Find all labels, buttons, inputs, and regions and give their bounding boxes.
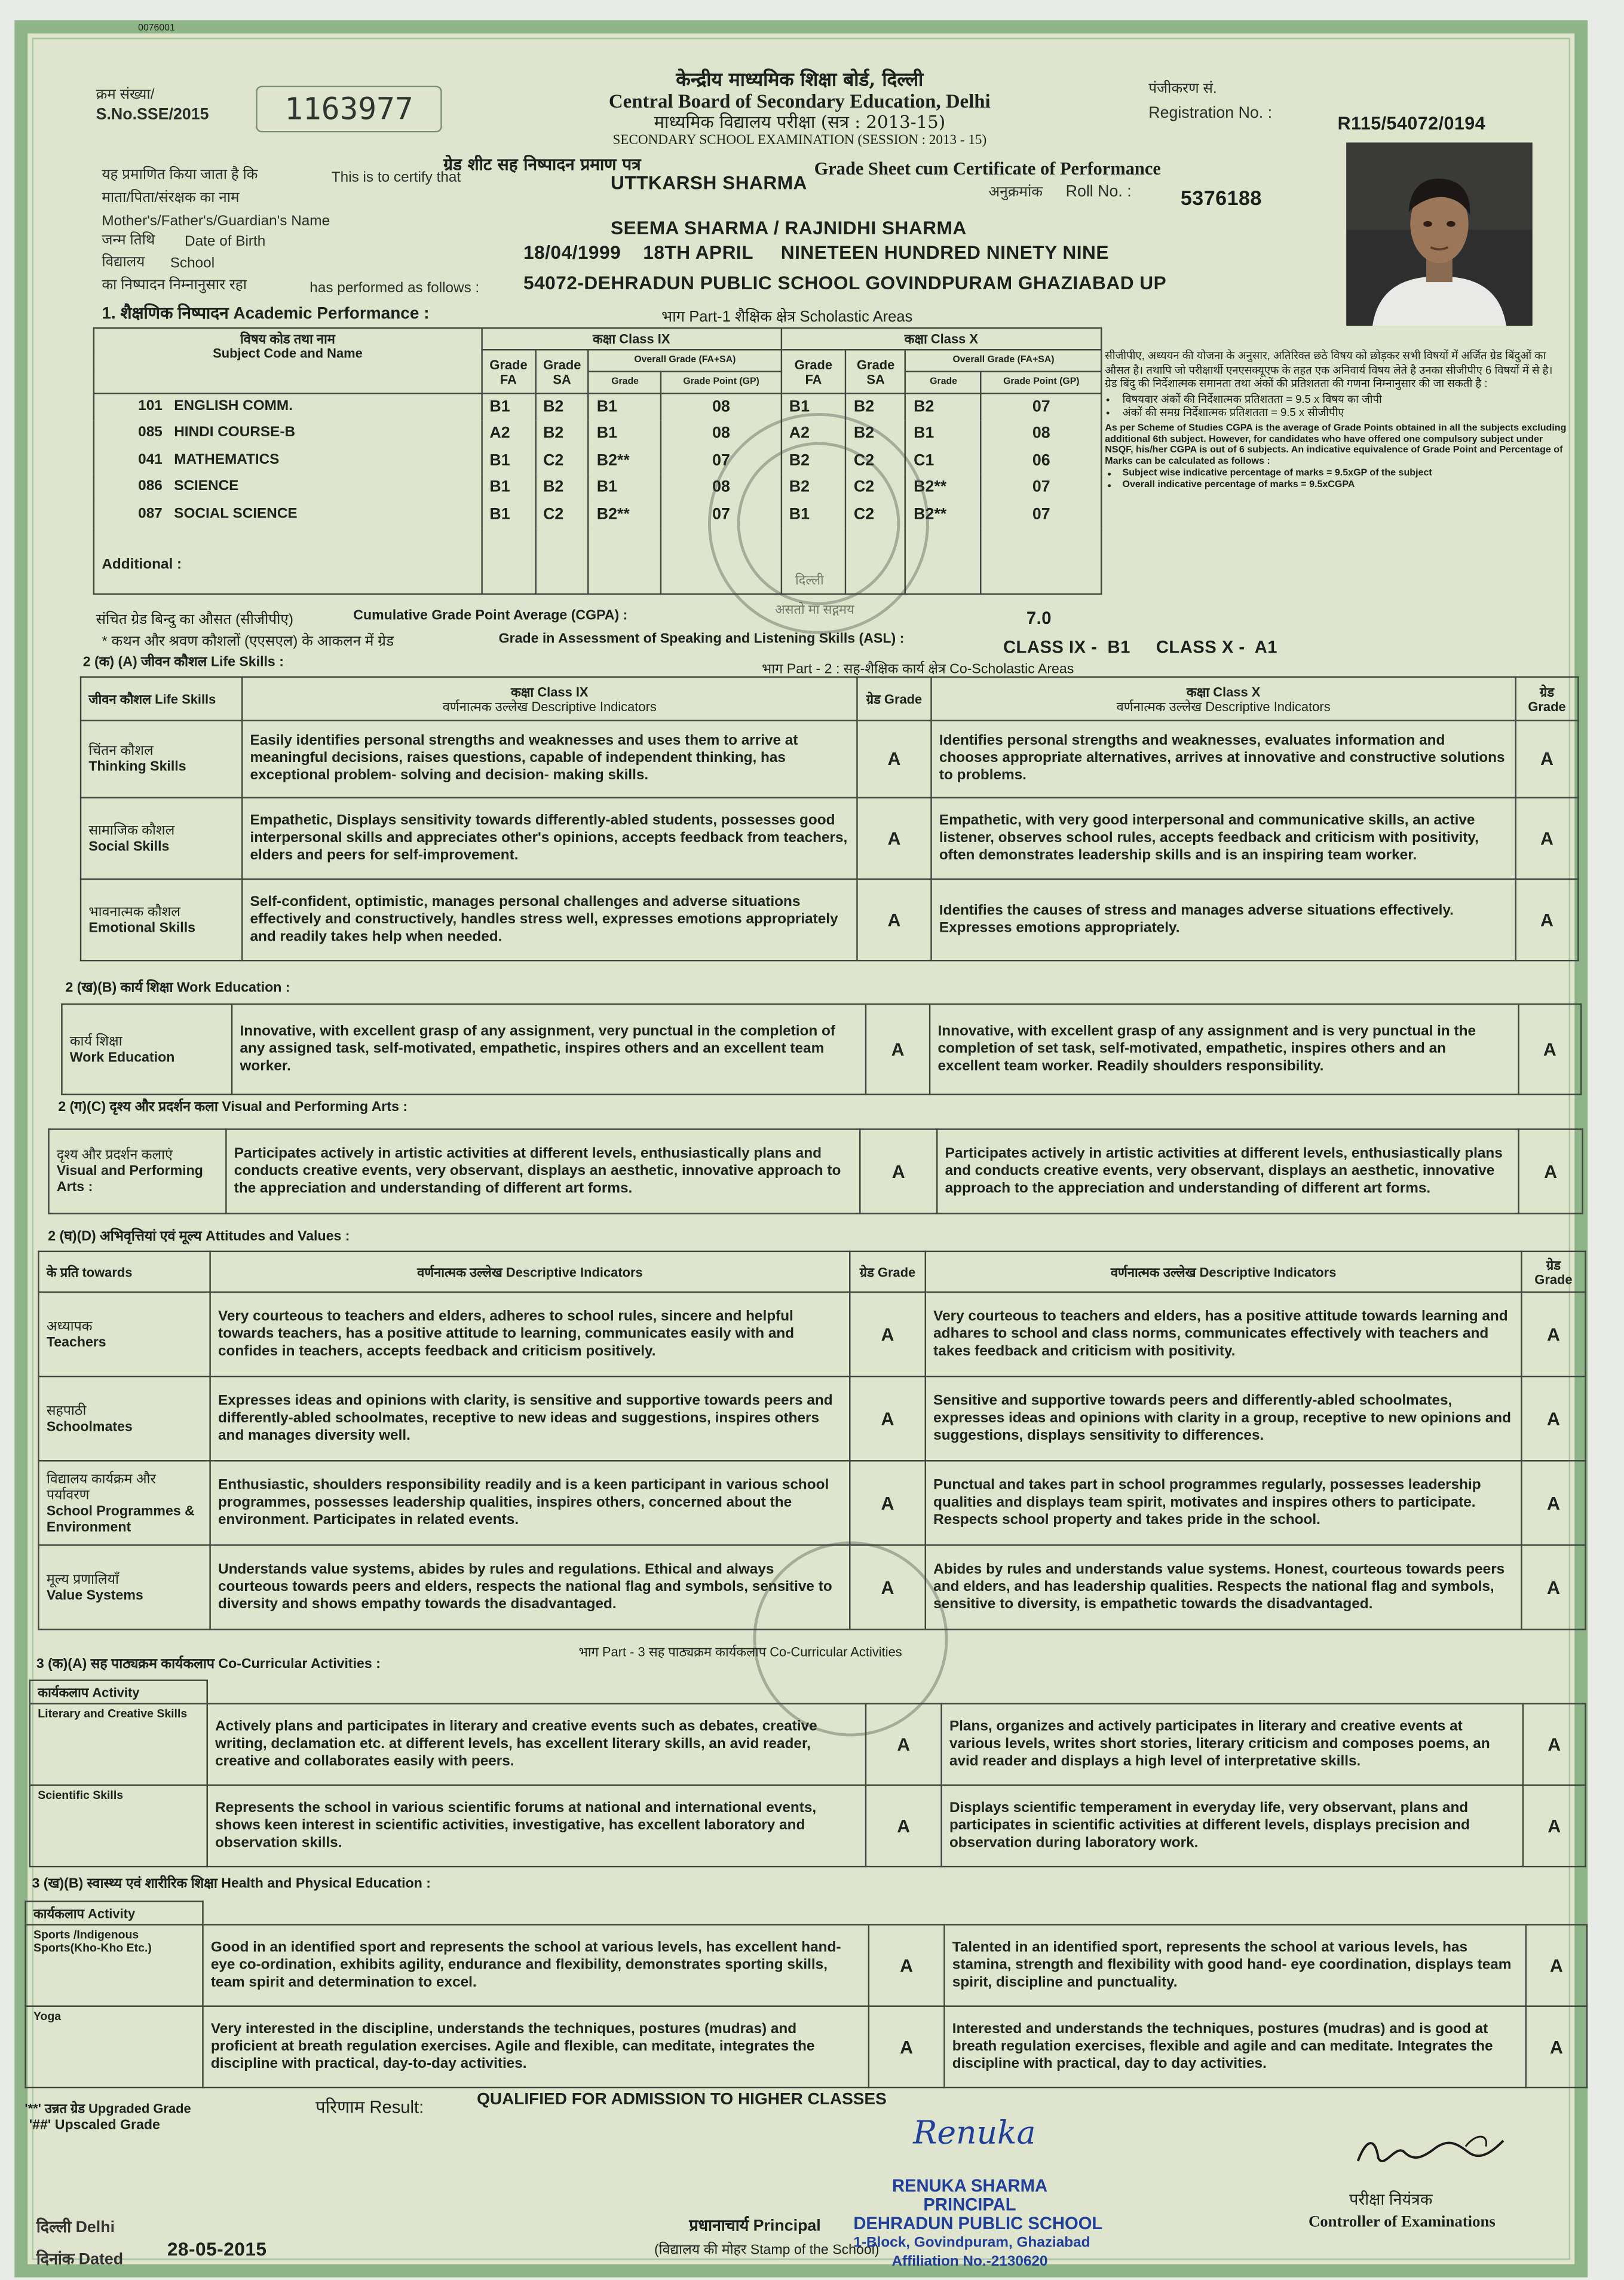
- asl-label: Grade in Assessment of Speaking and Listening Skills (ASL) :: [498, 631, 905, 647]
- subject-row: [94, 501, 1101, 528]
- sa-grade-10: C2: [846, 474, 906, 501]
- overall-grade-9: B1: [589, 474, 661, 501]
- sheet-title: Grade Sheet cum Certificate of Performance: [814, 158, 1161, 179]
- grade-point-10: 07: [981, 474, 1101, 501]
- descriptor-class9: Represents the school in various scientific forums at national and international events, shows keen interest in scientific activities, investigative, has excellent laboratory and observation skills.: [207, 1785, 866, 1866]
- skill-name: Thinking Skills: [88, 759, 186, 775]
- overall-grade-9: B2**: [589, 501, 661, 528]
- principal-label: प्रधानाचार्य Principal: [689, 2217, 821, 2235]
- descriptor-class10: Identifies the causes of stress and manages adverse situations effectively. Expresses emotions appropriately.: [931, 879, 1516, 960]
- empty-cell: [535, 528, 589, 594]
- result-label: परिणाम Result:: [315, 2097, 424, 2117]
- visual-arts-table: [48, 1128, 1583, 1214]
- descriptor-class9: Self-confident, optimistic, manages personal challenges and adverse situations effectively and constructively, handles stress well, expresses emotions appropriately and readily takes help when needed.: [242, 879, 857, 960]
- work-education-row: [62, 1004, 1581, 1094]
- subject-code: 086: [138, 478, 163, 495]
- grade-col-10: ग्रेड Grade: [1521, 1251, 1585, 1292]
- sa-header-10: Grade SA: [846, 350, 906, 393]
- overall-grade-10: B1: [906, 420, 982, 447]
- subject-name: ENGLISH COMM.: [174, 398, 293, 415]
- fa-grade-9: B1: [482, 447, 535, 474]
- coscholastic-part-title: भाग Part - 2 : सह-शैक्षिक कार्य क्षेत्र Co-Scholastic Areas: [762, 662, 1074, 678]
- sa-grade-10: B2: [846, 393, 906, 420]
- descriptor-class9: Very interested in the discipline, understands the techniques, postures (mudras) and proficient at breath regulation exercises. Agile and flexible, can meditate, integrates the discipline with practical, day-to-day activities.: [203, 2006, 868, 2088]
- health-table: [24, 1900, 1588, 2088]
- class10-header: कक्षा Class X: [781, 328, 1101, 350]
- student-photo-image: [1346, 142, 1532, 326]
- certify-label: This is to certify that: [331, 170, 461, 186]
- grade-class9: A: [857, 798, 931, 879]
- grade-class9: A: [866, 1785, 942, 1866]
- skill-name: School Programmes & Environment: [46, 1502, 195, 1535]
- overall-grade-9: B1: [589, 393, 661, 420]
- subject-code: 041: [138, 451, 163, 468]
- subject-row: [94, 474, 1101, 501]
- grade-class9: A: [860, 1129, 937, 1213]
- sa-grade-10: C2: [846, 447, 906, 474]
- fa-grade-10: B1: [781, 393, 845, 420]
- empty-cell: [981, 528, 1101, 594]
- attitude-row: [38, 1461, 1585, 1545]
- subject-row: [94, 393, 1101, 420]
- activity-label: [30, 1785, 207, 1866]
- class9-col: [242, 677, 857, 721]
- gp-header-9: Grade Point (GP): [661, 372, 782, 393]
- grade-class9: A: [850, 1376, 926, 1461]
- descriptor-class9: Good in an identified sport and represents the school at various levels, has excellent hand-eye co-ordination, exhibits agility, endurance and flexibility, demonstrates sporting skills, team spirit and determination to excel.: [203, 1924, 868, 2006]
- descriptor-class9: Empathetic, Displays sensitivity towards differently-abled students, possesses good interpersonal skills and appreciates other's opinions, accepts feedback from teachers, elders and peers for self-improvement.: [242, 798, 857, 879]
- attitude-row: [38, 1376, 1585, 1461]
- roll-number: 5376188: [1180, 186, 1262, 210]
- controller-label-hindi: परीक्षा नियंत्रक: [1349, 2191, 1433, 2209]
- skill-name: Schoolmates: [46, 1418, 133, 1435]
- principal-title: PRINCIPAL: [923, 2194, 1016, 2215]
- fa-grade-10: B2: [781, 447, 845, 474]
- note-hindi-item: • विषयवार अंकों की निर्देशात्मक प्रतिशतता = 9.5 x विषय का जीपी: [1123, 392, 1568, 406]
- overall-grade-10: B2**: [906, 474, 982, 501]
- principal-signature: Renuka: [913, 2116, 1036, 2153]
- fa-grade-9: B1: [482, 474, 535, 501]
- grade-point-9: 08: [661, 420, 782, 447]
- cgpa-note-hindi-list: [1123, 392, 1568, 420]
- grade-class10: A: [1521, 1545, 1585, 1629]
- subject-header: Subject Code and Name: [213, 346, 363, 361]
- desc-col-label: वर्णनात्मक उल्लेख Descriptive Indicators: [1116, 699, 1331, 714]
- cgpa-label: Cumulative Grade Point Average (CGPA) :: [353, 608, 628, 624]
- descriptor-class9: Easily identifies personal strengths and weaknesses and uses them to arrive at meaningful decisions, raises questions, capable of independent thinking, has exceptional problem- solving and decision- making skills.: [242, 721, 857, 798]
- descriptor-class10: Plans, organizes and actively participates in literary and creative events at various levels, writes short stories, literary criticism and composes poems, an avid reader and displays a high level of interpretative skills.: [942, 1704, 1523, 1785]
- serial-number: 1163977: [256, 86, 442, 133]
- grade-class10: A: [1523, 1704, 1586, 1785]
- descriptor-class10: Talented in an identified sport, represents the school at various levels, has stamina, strength and flexibility with good hand- eye coordination, displays team spirit, discipline and punctuality.: [944, 1924, 1525, 2006]
- class10-col: [931, 677, 1516, 721]
- skill-name-hindi: सामाजिक कौशल: [88, 822, 175, 838]
- visual-arts-label: [49, 1129, 226, 1213]
- upgraded-note: '**' उन्नत ग्रेड Upgraded Grade: [24, 2101, 191, 2116]
- serial-label: S.No.SSE/2015: [96, 106, 209, 124]
- overall-grade-9: B2**: [589, 447, 661, 474]
- descriptor-class9: Participates actively in artistic activities at different levels, enthusiastically plans and conducts creative events, very observant, displays an aesthetic, innovative approach to the appreciation and understanding of different art forms.: [226, 1129, 860, 1213]
- descriptor-class9: Very courteous to teachers and elders, adheres to school rules, sincere and helpful towards teachers, has a positive attitude to learning, communicates easily with and confides in teachers, accepts feedback and criticism positively.: [210, 1292, 850, 1376]
- fa-grade-9: B1: [482, 393, 535, 420]
- fa-header-10: Grade FA: [781, 350, 845, 393]
- registration-label-hindi: पंजीकरण सं.: [1148, 81, 1217, 98]
- certify-label-hindi: यह प्रमाणित किया जाता है कि: [102, 167, 258, 183]
- grade-class10: A: [1521, 1376, 1585, 1461]
- seal-city: दिल्ली: [795, 573, 824, 588]
- subject-cell: [94, 474, 482, 501]
- student-photo: [1346, 142, 1532, 326]
- grade-class10: A: [1521, 1292, 1585, 1376]
- result-value: QUALIFIED FOR ADMISSION TO HIGHER CLASSES: [477, 2091, 887, 2109]
- dob-label-hindi: जन्म तिथि: [102, 232, 155, 249]
- skill-name-hindi: चिंतन कौशल: [88, 743, 154, 760]
- empty-cell: [589, 528, 661, 594]
- school-stamp: [853, 2175, 1103, 2272]
- activity-row: [26, 2006, 1587, 2088]
- grade-class10: A: [1516, 721, 1579, 798]
- subject-cell: [94, 393, 482, 420]
- cgpa-note: As per Scheme of Studies CGPA is the average of Grade Points obtained in all the subjects excluding additional 6th subject. However, for candidates who have offered one compulsory subject under NSQF, his/her CGPA is out of 6 subjects. An indicative equivalence of Grade Point and Percentage of Marks can be calculated as follows :: [1105, 423, 1567, 467]
- skill-name: Value Systems: [46, 1587, 143, 1603]
- grade-point-9: 07: [661, 501, 782, 528]
- life-skills-table: [80, 676, 1579, 961]
- sa-grade-10: B2: [846, 420, 906, 447]
- cocurricular-part-title: भाग Part - 3 सह पाठ्यक्रम कार्यकलाप Co-Curricular Activities: [578, 1645, 902, 1660]
- asl-value: CLASS IX - B1 CLASS X - A1: [1003, 636, 1278, 657]
- skill-name-hindi: सहपाठी: [46, 1402, 87, 1419]
- grade-point-9: 08: [661, 474, 782, 501]
- sa-grade-9: B2: [535, 420, 589, 447]
- subject-header-hindi: विषय कोड तथा नाम: [240, 331, 335, 347]
- scholastic-part-title: भाग Part-1 शैक्षिक क्षेत्र Scholastic Areas: [661, 308, 913, 326]
- activity-label: [30, 1704, 207, 1785]
- parent-label-hindi: माता/पिता/संरक्षक का नाम: [102, 190, 240, 207]
- descriptor-class10: Participates actively in artistic activities at different levels, enthusiastically plans and conducts creative events, very observant, displays an aesthetic, innovative approach to the appreciation and understanding of different art forms.: [937, 1129, 1518, 1213]
- board-name-hindi: केन्द्रीय माध्यमिक शिक्षा बोर्ड, दिल्ली: [676, 69, 924, 92]
- subject-code: 087: [138, 505, 163, 522]
- additional-label: Additional :: [94, 528, 482, 594]
- cgpa-notes: [1105, 349, 1567, 491]
- sa-grade-9: C2: [535, 501, 589, 528]
- life-skill-row: [81, 879, 1578, 960]
- grade-point-10: 06: [981, 447, 1101, 474]
- note-item: • Subject wise indicative percentage of marks = 9.5xGP of the subject: [1123, 469, 1568, 479]
- work-education-title: 2 (ख)(B) कार्य शिक्षा Work Education :: [65, 980, 290, 996]
- grade-col-9: ग्रेड Grade: [857, 677, 931, 721]
- grade-class9: A: [850, 1461, 926, 1545]
- asl-label-hindi: * कथन और श्रवण कौशलों (एएसएल) के आकलन में ग्रेड: [102, 633, 394, 650]
- exam-name-hindi: माध्यमिक विद्यालय परीक्षा (सत्र : 2013-15): [654, 112, 946, 133]
- controller-label: Controller of Examinations: [1308, 2213, 1496, 2231]
- activity-row: [26, 1924, 1587, 2006]
- skill-name-hindi: दृश्य और प्रदर्शन कलाएं: [56, 1147, 173, 1164]
- skill-name: Social Skills: [88, 838, 170, 855]
- skill-name-hindi: कार्य शिक्षा: [69, 1033, 122, 1049]
- descriptor-class9: Enthusiastic, shoulders responsibility readily and is a keen participant in various school programmes, possesses leadership qualities, inspires others, concerned about the environment. Participates in related events.: [210, 1461, 850, 1545]
- activity-label: [26, 1924, 203, 2006]
- descriptor-class10: Interested and understands the techniques, postures (mudras) and is good at breath regulation exercises, flexible and agile and can meditate. Integrates the discipline with practical, day to day activities.: [944, 2006, 1525, 2088]
- grade-class10: A: [1521, 1461, 1585, 1545]
- health-title: 3 (ख)(B) स्वास्थ्य एवं शारीरिक शिक्षा Health and Physical Education :: [32, 1875, 431, 1892]
- fa-grade-10: B2: [781, 474, 845, 501]
- grade-header-10: Grade: [906, 372, 982, 393]
- descriptor-class10: Displays scientific temperament in everyday life, very observant, plans and participates in scientific activities at different levels, displays precision and observation during laboratory work.: [942, 1785, 1523, 1866]
- registration-number: R115/54072/0194: [1337, 113, 1486, 134]
- stamp-school-name: DEHRADUN PUBLIC SCHOOL: [853, 2213, 1103, 2234]
- sa-grade-10: C2: [846, 501, 906, 528]
- life-skill-row: [81, 798, 1578, 879]
- subject-name: MATHEMATICS: [174, 451, 280, 468]
- roll-label: Roll No. :: [1065, 183, 1132, 201]
- grade-class10: A: [1519, 1004, 1582, 1094]
- skill-name-hindi: भावनात्मक कौशल: [88, 904, 180, 920]
- grade-col-10: ग्रेड Grade: [1516, 677, 1579, 721]
- visual-arts-row: [49, 1129, 1583, 1213]
- life-skill-label: [81, 879, 242, 960]
- fa-header-9: Grade FA: [482, 350, 535, 393]
- descriptor-class10: Innovative, with excellent grasp of any assignment and is very punctual in the completion of set task, self-motivated, empathetic, inspires others and an excellent team worker. Readily shoulders responsibility.: [930, 1004, 1518, 1094]
- cgpa-value: 7.0: [1026, 608, 1052, 629]
- grade-col-9: ग्रेड Grade: [850, 1251, 926, 1292]
- exam-name: SECONDARY SCHOOL EXAMINATION (SESSION : 2013 - 15): [612, 133, 987, 149]
- grade-point-9: 07: [661, 447, 782, 474]
- attitude-label: [38, 1292, 210, 1376]
- school-label: School: [170, 256, 215, 273]
- cocurricular-table: [29, 1679, 1586, 1867]
- fa-grade-10: B1: [781, 501, 845, 528]
- fa-grade-9: B1: [482, 501, 535, 528]
- skill-name: Emotional Skills: [88, 920, 196, 936]
- grade-point-9: 08: [661, 393, 782, 420]
- empty-cell: [482, 528, 535, 594]
- cgpa-label-hindi: संचित ग्रेड बिन्दु का औसत (सीजीपीए): [96, 612, 293, 629]
- grade-point-10: 07: [981, 501, 1101, 528]
- note-hindi-item: • अंकों की समग्र निर्देशात्मक प्रतिशतता = 9.5 x सीजीपीए: [1123, 406, 1568, 420]
- date-of-birth: 18/04/1999 18TH APRIL NINETEEN HUNDRED NINETY NINE: [523, 241, 1109, 264]
- blank-header: [207, 1681, 1586, 1704]
- board-seal: [708, 413, 929, 634]
- class10-col-label: कक्षा Class X: [1186, 684, 1261, 699]
- academic-section-title: 1. शैक्षणिक निष्पादन Academic Performance :: [102, 305, 430, 323]
- dob-label: Date of Birth: [185, 234, 266, 250]
- descriptor-class9: Expresses ideas and opinions with clarity, is sensitive and supportive towards peers and differently-abled schoolmates, receptive to new ideas and suggestions, inspires others and manages diversity well.: [210, 1376, 850, 1461]
- subject-cell: [94, 501, 482, 528]
- desc-col-label: वर्णनात्मक उल्लेख Descriptive Indicators: [442, 699, 657, 714]
- life-skill-label: [81, 721, 242, 798]
- note-item: • Overall indicative percentage of marks = 9.5xCGPA: [1123, 480, 1568, 491]
- student-name: UTTKARSH SHARMA: [610, 172, 807, 194]
- attitude-row: [38, 1292, 1585, 1376]
- activity-label: [26, 2006, 203, 2088]
- descriptor-class9: Understands value systems, abides by rules and regulations. Ethical and always courteous towards peers and elders, respects the national flag and symbols, sensitive to diversity and shows empathy towards the disadvantaged.: [210, 1545, 850, 1629]
- overall-header-10: Overall Grade (FA+SA): [906, 350, 1101, 371]
- subject-name: SCIENCE: [174, 478, 239, 495]
- additional-row: [94, 528, 1101, 594]
- overall-grade-9: B1: [589, 420, 661, 447]
- skill-name-hindi: मूल्य प्रणालियाँ: [46, 1571, 119, 1587]
- desc-col-10: वर्णनात्मक उल्लेख Descriptive Indicators: [926, 1251, 1522, 1292]
- work-education-label: [62, 1004, 232, 1094]
- fa-grade-10: A2: [781, 420, 845, 447]
- stamp-affiliation: Affiliation No.-2130620: [891, 2254, 1048, 2270]
- grade-class9: A: [866, 1704, 942, 1785]
- place-label: दिल्ली Delhi: [36, 2219, 115, 2237]
- school-label-hindi: विद्यालय: [102, 254, 145, 271]
- descriptor-class10: Empathetic, with very good interpersonal and communicative skills, an active listener, observes school rules, accepts feedback and criticism with positivity, often demonstrates leadership skills and is an inspiring team worker.: [931, 798, 1516, 879]
- stamp-address: 1-Block, Govindpuram, Ghaziabad: [853, 2235, 1090, 2251]
- serial-label-hindi: क्रम संख्या/: [96, 87, 155, 103]
- grade-class9: A: [857, 721, 931, 798]
- overall-grade-10: C1: [906, 447, 982, 474]
- activity-name: Sports /Indigenous Sports(Kho-Kho Etc.): [33, 1928, 152, 1955]
- activity-name: Yoga: [33, 2009, 62, 2023]
- controller-signature-icon: [1352, 2126, 1512, 2175]
- life-skills-col: जीवन कौशल Life Skills: [81, 677, 242, 721]
- gp-header-10: Grade Point (GP): [981, 372, 1101, 393]
- activity-col: कार्यकलाप Activity: [30, 1681, 207, 1704]
- grade-class10: A: [1526, 1924, 1587, 2006]
- performed-label-hindi: का निष्पादन निम्नानुसार रहा: [102, 277, 247, 294]
- descriptor-class10: Punctual and takes part in school programmes regularly, possesses leadership qualities and displays team spirit, motivates and inspires others to participate. Respects school property and takes pride in the school.: [926, 1461, 1522, 1545]
- activity-row: [30, 1785, 1586, 1866]
- sa-grade-9: C2: [535, 447, 589, 474]
- attitudes-title: 2 (घ)(D) अभिवृत्तियां एवं मूल्य Attitudes and Values :: [48, 1229, 350, 1245]
- school-name: 54072-DEHRADUN PUBLIC SCHOOL GOVINDPURAM GHAZIABAD UP: [523, 272, 1167, 294]
- grade-class10: A: [1516, 798, 1579, 879]
- descriptor-class10: Identifies personal strengths and weaknesses, evaluates information and chooses appropriate alternatives, arrives at innovative and constructive solutions to problems.: [931, 721, 1516, 798]
- skill-name: Visual and Performing Arts :: [56, 1163, 203, 1196]
- subject-row: [94, 447, 1101, 474]
- sheet-title-hindi: ग्रेड शीट सह निष्पादन प्रमाण पत्र: [443, 154, 641, 175]
- grade-header-9: Grade: [589, 372, 661, 393]
- towards-col: के प्रति towards: [38, 1251, 210, 1292]
- skill-name-hindi: विद्यालय कार्यक्रम और पर्यावरण: [46, 1471, 157, 1503]
- grade-class10: A: [1523, 1785, 1586, 1866]
- scholastic-table: [93, 327, 1102, 595]
- class9-col-label: कक्षा Class IX: [511, 684, 589, 699]
- overall-header-9: Overall Grade (FA+SA): [589, 350, 781, 371]
- principal-name: RENUKA SHARMA: [891, 2175, 1048, 2196]
- subject-name: SOCIAL SCIENCE: [174, 505, 298, 522]
- descriptor-class10: Sensitive and supportive towards peers and differently-abled schoolmates, expresses ideas and opinions with clarity in a group, receptive to new opinions and suggestions, displays sensitivity to differences.: [926, 1376, 1522, 1461]
- subject-column-header: [94, 328, 482, 393]
- performed-label: has performed as follows :: [310, 280, 480, 297]
- roll-label-hindi: अनुक्रमांक: [988, 185, 1043, 201]
- grade-class10: A: [1516, 879, 1579, 960]
- subject-cell: [94, 447, 482, 474]
- descriptor-class9: Actively plans and participates in literary and creative events such as debates, creative writing, declamation etc. at different levels, has excellent literary skills, an avid reader, creative and collaborates easily with peers.: [207, 1704, 866, 1785]
- descriptor-class10: Abides by rules and understands value systems. Honest, courteous towards peers and elders, and has leadership qualities. Respects the national flag and symbols, sensitive to diversity, is empathetic towards the disadvantaged.: [926, 1545, 1522, 1629]
- grade-class9: A: [866, 1004, 930, 1094]
- activity-name: Literary and Creative Skills: [38, 1707, 188, 1721]
- life-skill-label: [81, 798, 242, 879]
- skill-name: Work Education: [69, 1049, 175, 1066]
- subject-code: 085: [138, 425, 163, 441]
- fa-grade-9: A2: [482, 420, 535, 447]
- blank-header: [203, 1902, 1587, 1925]
- grade-point-10: 07: [981, 393, 1101, 420]
- board-name: Central Board of Secondary Education, Delhi: [608, 90, 991, 112]
- desc-col-9: वर्णनात्मक उल्लेख Descriptive Indicators: [210, 1251, 850, 1292]
- grade-class10: A: [1526, 2006, 1587, 2088]
- upscaled-note: '##' Upscaled Grade: [29, 2117, 160, 2134]
- descriptor-class9: Innovative, with excellent grasp of any assignment, very punctual in the completion of any assigned task, self-motivated, empathetic, inspires others and an excellent team worker.: [232, 1004, 866, 1094]
- grade-class9: A: [857, 879, 931, 960]
- overall-grade-10: B2: [906, 393, 982, 420]
- activity-name: Scientific Skills: [38, 1788, 124, 1802]
- board-heading: [523, 70, 1076, 150]
- stamp-label: (विद्यालय की मोहर Stamp of the School): [654, 2242, 880, 2258]
- cocurricular-title: 3 (क)(A) सह पाठ्यक्रम कार्यकलाप Co-Curricular Activities :: [36, 1656, 381, 1673]
- life-skills-title: 2 (क) (A) जीवन कौशल Life Skills :: [82, 654, 284, 671]
- descriptor-class10: Very courteous to teachers and elders, has a positive attitude towards learning and adhares to school and class norms, communicates effectively with teachers and takes feedback and criticism with positivity.: [926, 1292, 1522, 1376]
- date-label: दिनांक Dated: [36, 2251, 124, 2269]
- registration-label: Registration No. :: [1148, 105, 1273, 123]
- attitude-label: [38, 1461, 210, 1545]
- overall-grade-10: B2**: [906, 501, 982, 528]
- grade-point-10: 08: [981, 420, 1101, 447]
- seal-motto: असतो मा सद्गमय: [774, 602, 854, 617]
- grade-class9: A: [850, 1292, 926, 1376]
- subject-name: HINDI COURSE-B: [174, 425, 296, 441]
- visual-arts-title: 2 (ग)(C) दृश्य और प्रदर्शन कला Visual and Performing Arts :: [58, 1099, 408, 1116]
- sa-header-9: Grade SA: [535, 350, 589, 393]
- sa-grade-9: B2: [535, 393, 589, 420]
- parent-names: SEEMA SHARMA / RAJNIDHI SHARMA: [610, 216, 967, 239]
- subject-cell: [94, 420, 482, 447]
- subject-row: [94, 420, 1101, 447]
- skill-name-hindi: अध्यापक: [46, 1318, 93, 1335]
- parent-label: Mother's/Father's/Guardian's Name: [102, 213, 330, 230]
- attitude-label: [38, 1376, 210, 1461]
- sa-grade-9: B2: [535, 474, 589, 501]
- cgpa-note-list: [1123, 469, 1568, 491]
- work-education-table: [61, 1003, 1582, 1095]
- life-skill-row: [81, 721, 1578, 798]
- attitude-label: [38, 1545, 210, 1629]
- grade-class9: A: [850, 1545, 926, 1629]
- issue-date: 28-05-2015: [167, 2238, 267, 2260]
- skill-name: Teachers: [46, 1334, 106, 1351]
- class9-header: कक्षा Class IX: [482, 328, 781, 350]
- cgpa-note-hindi: सीजीपीए, अध्ययन की योजना के अनुसार, अतिरिक्त छठे विषय को छोड़कर सभी विषयों में अर्जित ग्रेड बिंदुओं का औसत है। तथापि जो परीक्षार्थी एनएसक्यूएफ के तहत एक अनिवार्य विषय लेते है उनका सीजीपीए 6 विषयों में से है। ग्रेड बिंदु की निर्देशात्मक समानता तथा अंकों की प्रतिशतता की गणना निम्नानुसार की जा सकती है :: [1105, 348, 1553, 390]
- activity-col: कार्यकलाप Activity: [26, 1902, 203, 1925]
- grade-class10: A: [1519, 1129, 1583, 1213]
- subject-code: 101: [138, 398, 163, 415]
- grade-class9: A: [869, 2006, 945, 2088]
- activity-row: [30, 1704, 1586, 1785]
- document-code: 0076001: [138, 23, 175, 33]
- grade-class9: A: [869, 1924, 945, 2006]
